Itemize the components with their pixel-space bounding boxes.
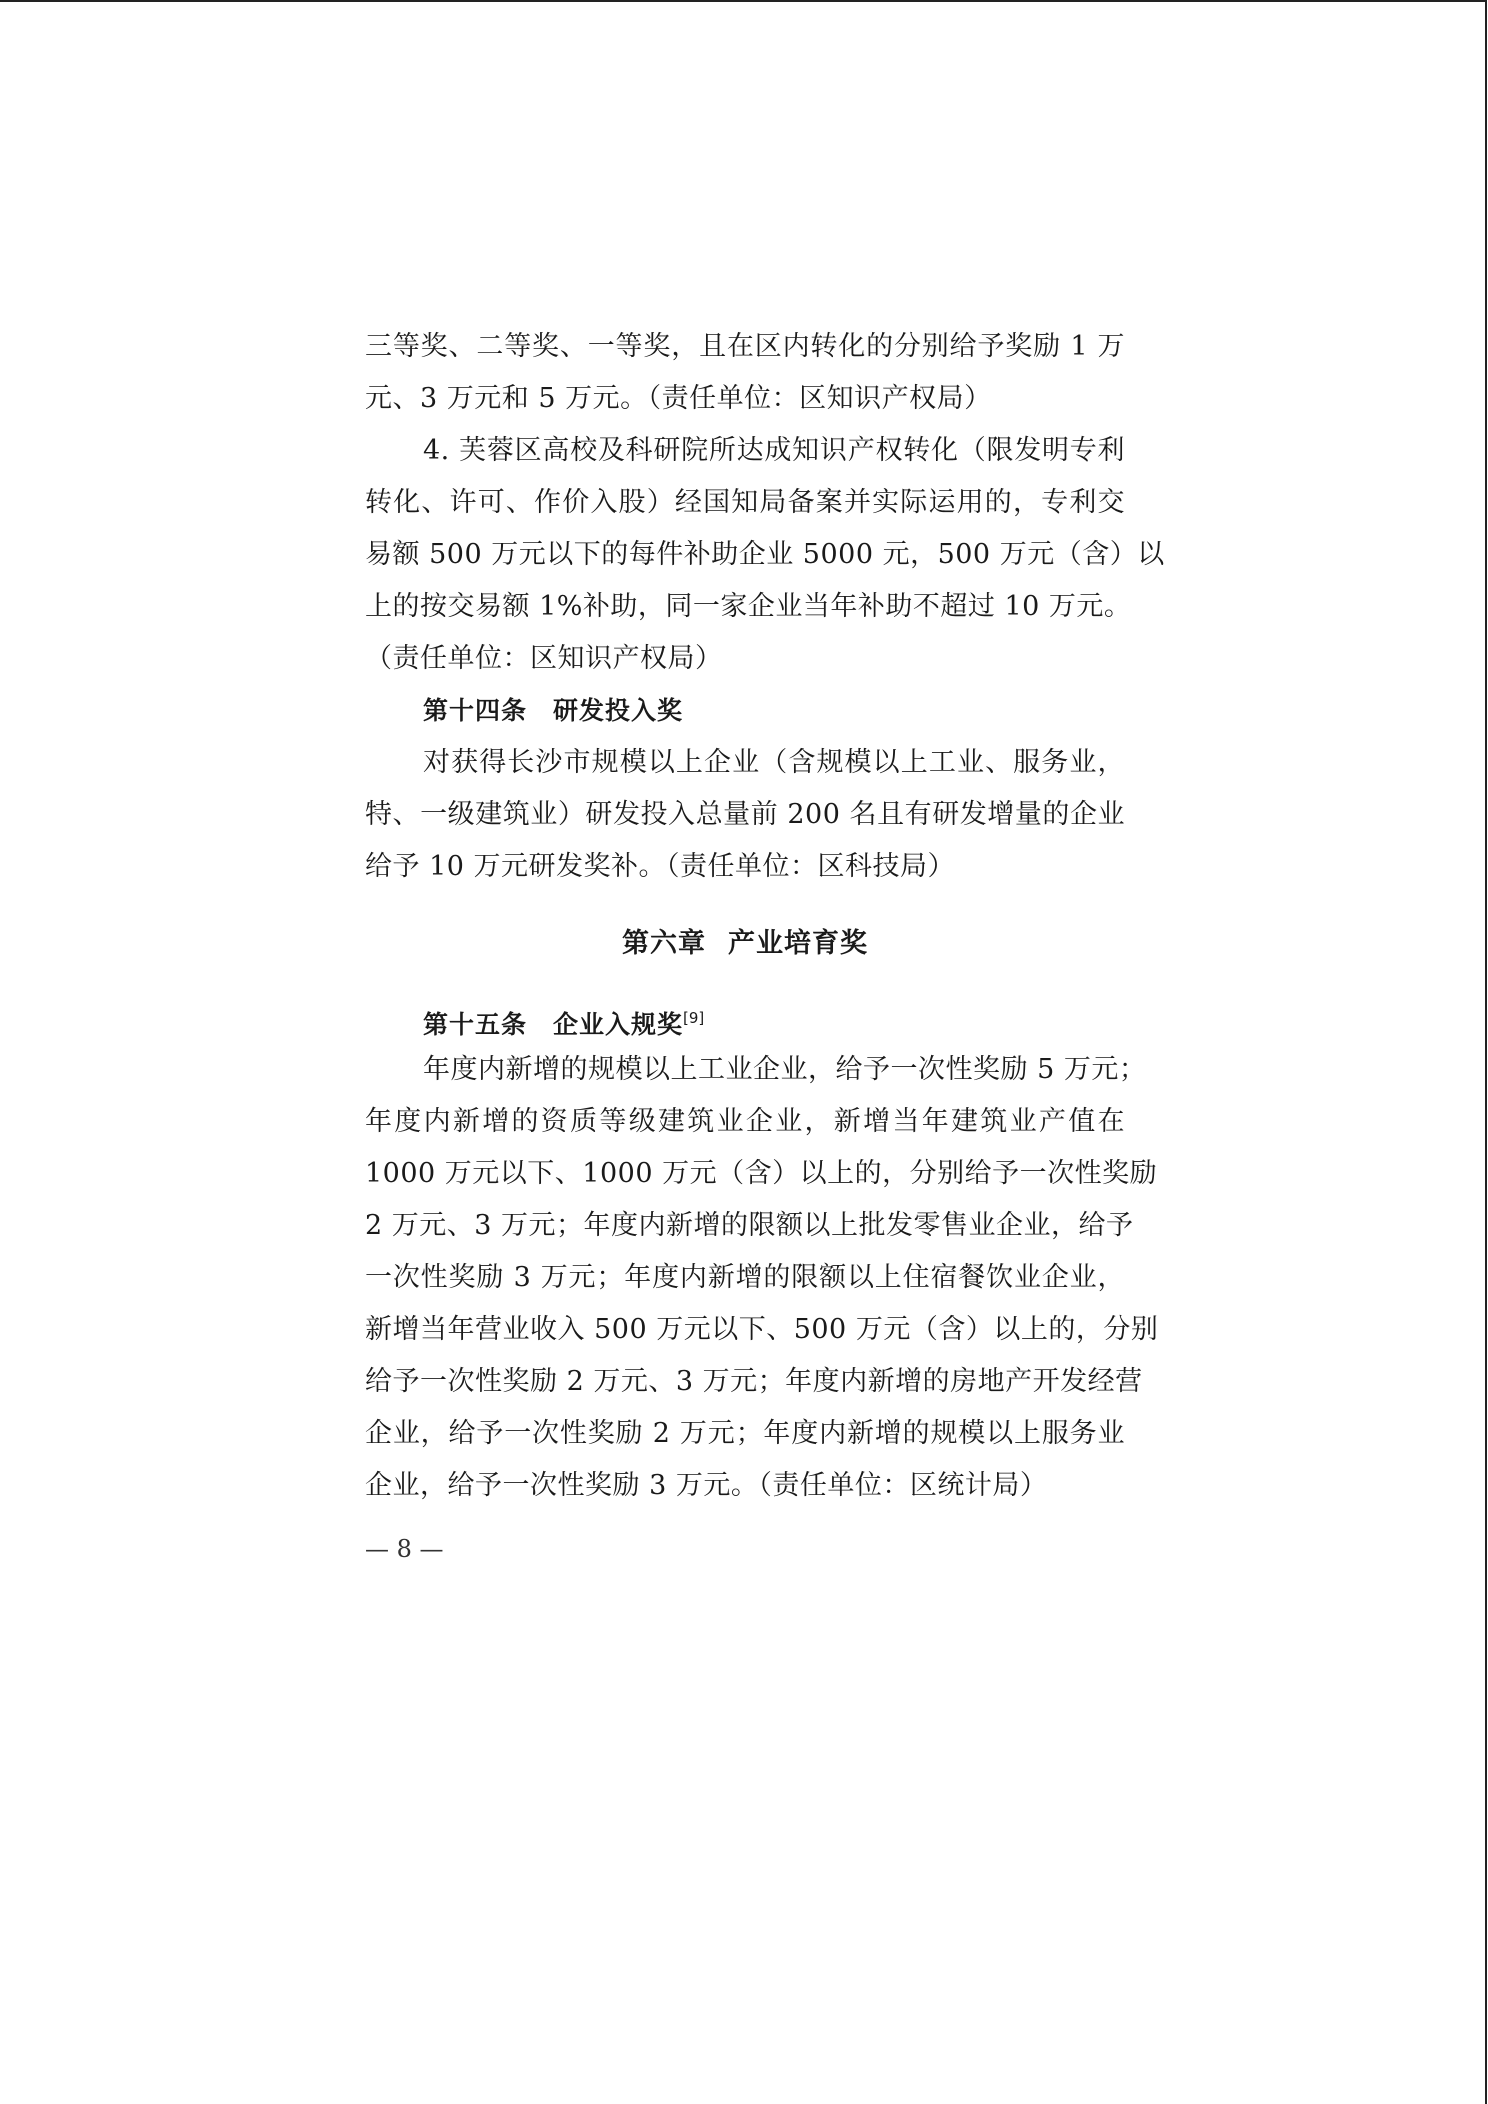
text-line: 元、3 万元和 5 万元。（责任单位：区知识产权局）	[365, 383, 992, 414]
text-line: 对获得长沙市规模以上企业（含规模以上工业、服务业，	[423, 747, 1125, 778]
chapter-title: 产业培育奖	[728, 928, 868, 959]
article-15-paragraph	[365, 1044, 1159, 1512]
footnote-reference: [9]	[683, 1009, 705, 1027]
text-line: 转化、许可、作价入股）经国知局备案并实际运用的，专利交	[365, 487, 1125, 518]
chapter-number: 第六章	[622, 928, 706, 959]
text-line: 2 万元、3 万元；年度内新增的限额以上批发零售业企业，给予	[365, 1210, 1134, 1241]
item-4-paragraph	[365, 425, 1165, 685]
document-body	[365, 321, 1165, 1512]
text-line: 年度内新增的规模以上工业企业，给予一次性奖励 5 万元；	[423, 1054, 1147, 1085]
text-line: 特、一级建筑业）研发投入总量前 200 名且有研发增量的企业	[365, 799, 1125, 830]
text-line: 给予一次性奖励 2 万元、3 万元；年度内新增的房地产开发经营	[365, 1366, 1143, 1397]
article-14-paragraph	[365, 737, 1125, 893]
article-title: 企业入规奖	[553, 1010, 684, 1039]
article-number: 第十四条	[423, 696, 528, 725]
text-line: 1000 万元以下、1000 万元（含）以上的，分别给予一次性奖励	[365, 1158, 1158, 1189]
continued-paragraph	[365, 321, 1125, 425]
text-line: 易额 500 万元以下的每件补助企业 5000 元，500 万元（含）以	[365, 539, 1165, 570]
text-line: 企业，给予一次性奖励 2 万元；年度内新增的规模以上服务业	[365, 1418, 1125, 1449]
text-line: 三等奖、二等奖、一等奖，且在区内转化的分别给予奖励 1 万	[365, 331, 1125, 362]
article-15-heading	[365, 992, 1125, 1044]
article-title: 研发投入奖	[553, 696, 684, 725]
text-line: 上的按交易额 1%补助，同一家企业当年补助不超过 10 万元。	[365, 591, 1132, 622]
article-14-heading	[365, 685, 1125, 737]
text-line: 企业，给予一次性奖励 3 万元。（责任单位：区统计局）	[365, 1470, 1048, 1501]
text-line: 4. 芙蓉区高校及科研院所达成知识产权转化（限发明专利	[423, 435, 1125, 466]
article-number: 第十五条	[423, 1010, 528, 1039]
text-line: 给予 10 万元研发奖补。（责任单位：区科技局）	[365, 851, 956, 882]
text-line: （责任单位：区知识产权局）	[365, 643, 723, 674]
text-line: 年度内新增的资质等级建筑业企业，新增当年建筑业产值在	[365, 1106, 1125, 1137]
text-line: 新增当年营业收入 500 万元以下、500 万元（含）以上的，分别	[365, 1314, 1159, 1345]
page-top-border	[0, 0, 1486, 2]
page-right-border	[1485, 0, 1487, 2104]
chapter-6-heading	[365, 918, 1125, 970]
page-number: — 8 —	[365, 1535, 444, 1563]
text-line: 一次性奖励 3 万元；年度内新增的限额以上住宿餐饮业企业，	[365, 1262, 1125, 1293]
